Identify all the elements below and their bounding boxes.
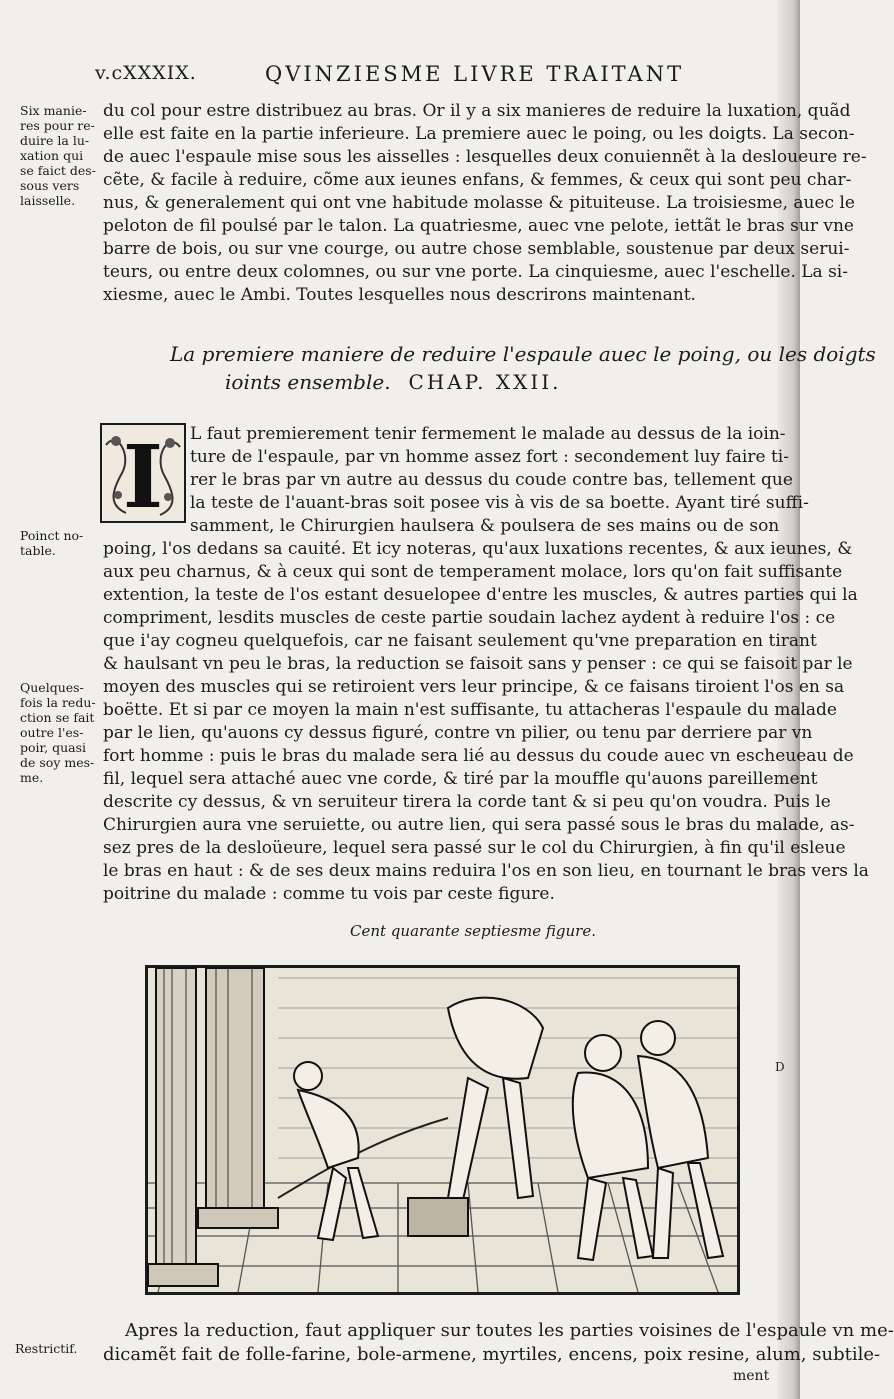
drop-cap-letter: I [122, 427, 164, 528]
decorated-initial [100, 423, 186, 528]
figure-caption: Cent quarante septiesme figure. [350, 922, 596, 940]
folio-number: v.cXXXIX. [95, 62, 197, 84]
margin-note-six-manieres: Six manie- res pour re- duire la lu- xation qui se faict des- sous vers laisselle. [20, 103, 96, 208]
text-line: moyen des muscles qui se retiroient vers leur principe, & ce faisans tiroient l'os en sa [103, 677, 845, 697]
margin-note-poinct-notable: Poinct no- table. [20, 528, 84, 558]
text-line: ture de l'espaule, par vn homme assez fort : secondement luy faire ti- [190, 447, 789, 467]
woodcut-illustration [145, 965, 740, 1295]
text-line: poing, l'os dedans sa cauité. Et icy noteras, qu'aux luxations recentes, & aux ieunes, & [103, 539, 853, 559]
text-line: fil, lequel sera attaché auec vne corde, & tiré par la mouffle qu'auons pareillement [103, 769, 818, 789]
page-header [95, 62, 695, 92]
text-line: sez pres de la desloüeure, lequel sera passé sur le col du Chirurgien, à fin qu'il esleue [103, 838, 846, 858]
text-line: le bras en haut : & de ses deux mains reduira l'os en son lieu, en tournant le bras vers la [103, 861, 869, 881]
catchword: ment [733, 1368, 770, 1384]
text-line: peloton de fil poulsé par le talon. La quatriesme, auec vne pelote, iettãt le bras sur vne [103, 216, 854, 236]
text-line: par le lien, qu'auons cy dessus figuré, contre vn pilier, ou tenu par derriere par vn [103, 723, 813, 743]
text-line: compriment, lesdits muscles de ceste partie soudain lachez aydent à reduire l'os : ce [103, 608, 836, 628]
text-line: xiesme, auec le Ambi. Toutes lesquelles nous descrirons maintenant. [103, 285, 696, 305]
woodcut-scene [148, 968, 737, 1292]
text-line: poitrine du malade : comme tu vois par ceste figure. [103, 884, 555, 904]
wooden-block [408, 1198, 468, 1236]
text-line: samment, le Chirurgien haulsera & poulsera de ses mains ou de son [190, 516, 780, 536]
text-line: cẽte, & facile à reduire, cõme aux ieunes enfans, & femmes, & ceux qui sont peu char- [103, 170, 852, 190]
text-line: de auec l'espaule mise sous les aisselles : lesquelles deux conuiennẽt à la desloueure re- [103, 147, 867, 167]
text-line: fort homme : puis le bras du malade sera lié au dessus du coude auec vn escheueau de [103, 746, 854, 766]
margin-note-restrictif: Restrictif. [15, 1341, 78, 1356]
chapter-title-line-1: La premiere maniere de reduire l'espaule auec le poing, ou les doigts [170, 342, 876, 366]
text-line: que i'ay cogneu quelquefois, car ne faisant seulement qu'vne preparation en tirant [103, 631, 817, 651]
text-line: Apres la reduction, faut appliquer sur toutes les parties voisines de l'espaule vn me- [125, 1320, 894, 1341]
text-line: du col pour estre distribuez au bras. Or il y a six manieres de reduire la luxation, quãd [103, 101, 851, 121]
stone-columns [148, 968, 278, 1286]
chapter-number: CHAP. XXII. [408, 370, 562, 394]
figures [294, 998, 723, 1260]
chapter-title-line-2 [225, 370, 562, 394]
text-line: descrite cy dessus, & vn seruiteur tirera la corde tant & si peu qu'on voudra. Puis le [103, 792, 831, 812]
running-head: QVINZIESME LIVRE TRAITANT [265, 62, 685, 86]
text-line: la teste de l'auant-bras soit posee vis à vis de sa boette. Ayant tiré suffi- [190, 493, 809, 513]
chapter-title-text: ioints ensemble. [225, 370, 391, 394]
text-line: elle est faite en la partie inferieure. La premiere auec le poing, ou les doigts. La secon- [103, 124, 855, 144]
text-line: Chirurgien aura vne seruiette, ou autre lien, qui sera passé sous le bras du malade, as- [103, 815, 855, 835]
text-line: extention, la teste de l'os estant desuelopee d'entre les muscles, & autres parties qui la [103, 585, 858, 605]
text-line: dicamẽt fait de folle-farine, bole-armene, myrtiles, encens, poix resine, alum, subtile- [103, 1344, 881, 1365]
decorated-initial-ornament [102, 425, 184, 528]
text-line: boëtte. Et si par ce moyen la main n'est suffisante, tu attacheras l'espaule du malade [103, 700, 837, 720]
margin-note-quelquesfois: Quelques- fois la redu- ction se fait outre l'es- poir, quasi de soy mes- me. [20, 680, 96, 785]
text-line: aux peu charnus, & à ceux qui sont de temperament molace, lors qu'on fait suffisante [103, 562, 843, 582]
text-line: L faut premierement tenir fermement le malade au dessus de la ioin- [190, 424, 786, 444]
margin-letter-d: D [775, 1060, 785, 1074]
text-line: rer le bras par vn autre au dessus du coude contre bas, tellement que [190, 470, 793, 490]
text-line: teurs, ou entre deux colomnes, ou sur vne porte. La cinquiesme, auec l'eschelle. La si- [103, 262, 848, 282]
text-line: & haulsant vn peu le bras, la reduction se faisoit sans y penser : ce qui se faisoit par le [103, 654, 853, 674]
text-line: nus, & generalement qui ont vne habitude molasse & pituiteuse. La troisiesme, auec le [103, 193, 855, 213]
text-line: barre de bois, ou sur vne courge, ou autre chose semblable, soustenue par deux serui- [103, 239, 850, 259]
